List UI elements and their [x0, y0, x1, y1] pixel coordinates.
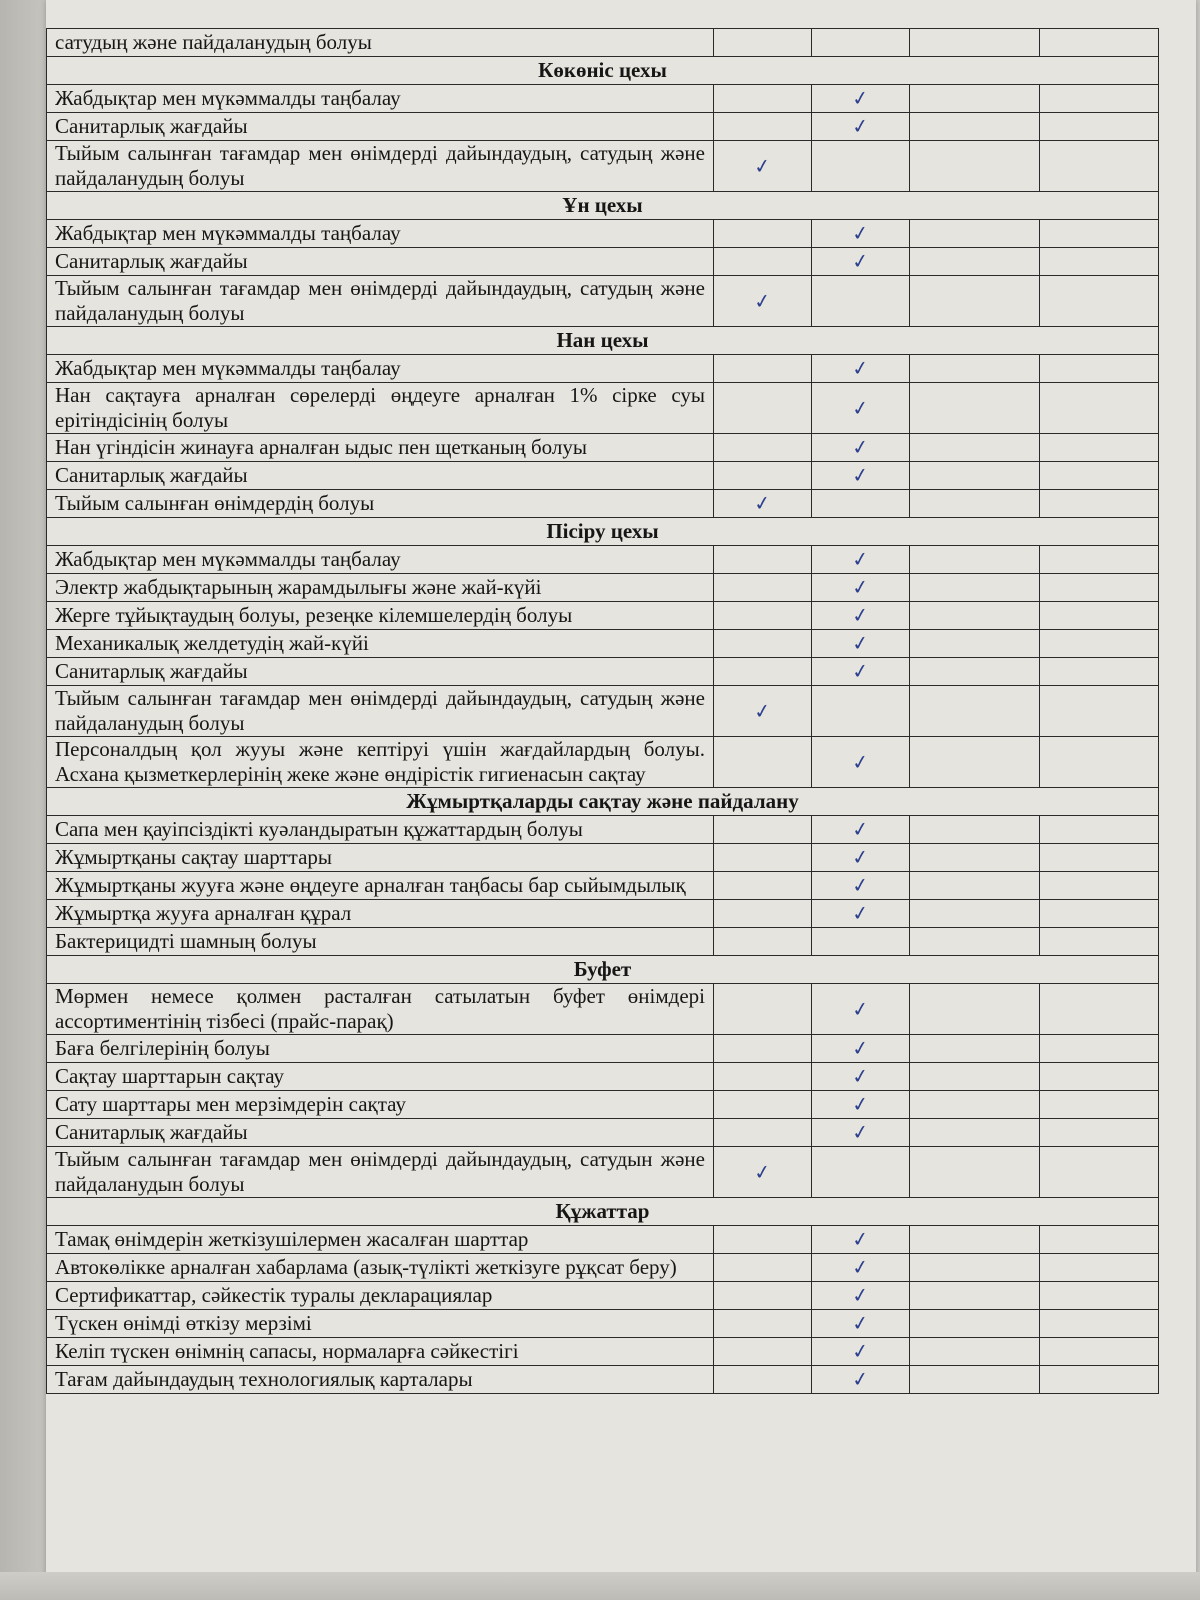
- criterion-label: Сертификаттар, сәйкестік туралы декларациялар: [47, 1282, 714, 1310]
- mark-cell-3: [910, 816, 1040, 844]
- section-header-row: [47, 788, 1159, 816]
- checklist-row: [47, 29, 1159, 57]
- mark-cell-1: [714, 220, 812, 248]
- mark-cell-1: [714, 602, 812, 630]
- mark-cell-2: [812, 85, 910, 113]
- mark-cell-3: [910, 900, 1040, 928]
- section-title: Буфет: [47, 956, 1159, 984]
- mark-cell-3: [910, 276, 1040, 327]
- checkmark-icon: ✓: [850, 1309, 871, 1337]
- mark-cell-1: [714, 1310, 812, 1338]
- checkmark-icon: ✓: [850, 84, 871, 112]
- checklist-row: [47, 816, 1159, 844]
- mark-cell-4: [1040, 546, 1159, 574]
- mark-cell-4: [1040, 383, 1159, 434]
- mark-cell-1: [714, 658, 812, 686]
- mark-cell-2: [812, 574, 910, 602]
- mark-cell-4: [1040, 816, 1159, 844]
- mark-cell-4: [1040, 630, 1159, 658]
- criterion-label: Тамақ өнімдерін жеткізушілермен жасалған шарттар: [47, 1226, 714, 1254]
- section-header-row: [47, 956, 1159, 984]
- mark-cell-4: [1040, 872, 1159, 900]
- mark-cell-2: [812, 602, 910, 630]
- checklist-row: [47, 1338, 1159, 1366]
- checkmark-icon: ✓: [752, 697, 773, 724]
- mark-cell-4: [1040, 1147, 1159, 1198]
- criterion-label: Автокөлікке арналған хабарлама (азық-түлікті жеткізуге рұқсат беру): [47, 1254, 714, 1282]
- mark-cell-1: [714, 1338, 812, 1366]
- criterion-label: Бактерицидті шамның болуы: [47, 928, 714, 956]
- checklist-row: [47, 490, 1159, 518]
- mark-cell-3: [910, 737, 1040, 788]
- checkmark-icon: ✓: [850, 1062, 871, 1090]
- checklist-row: [47, 1091, 1159, 1119]
- mark-cell-2: [812, 1254, 910, 1282]
- checkmark-icon: ✓: [850, 112, 871, 140]
- mark-cell-4: [1040, 844, 1159, 872]
- checkmark-icon: ✓: [850, 394, 871, 421]
- mark-cell-3: [910, 1254, 1040, 1282]
- mark-cell-1: [714, 1147, 812, 1198]
- criterion-label: Тыйым салынған тағамдар мен өнімдерді дайындаудың, сатудын және пайдаланудын болуы: [47, 1147, 714, 1198]
- mark-cell-3: [910, 1338, 1040, 1366]
- checkmark-icon: ✓: [850, 1034, 871, 1062]
- checklist-row: [47, 1063, 1159, 1091]
- checklist-row: [47, 658, 1159, 686]
- criterion-label: Сақтау шарттарын сақтау: [47, 1063, 714, 1091]
- mark-cell-2: [812, 658, 910, 686]
- section-header-row: [47, 1198, 1159, 1226]
- mark-cell-4: [1040, 85, 1159, 113]
- checklist-row: [47, 737, 1159, 788]
- checklist-row: [47, 602, 1159, 630]
- criterion-label: Жабдықтар мен мүкәммалды таңбалау: [47, 355, 714, 383]
- checkmark-icon: ✓: [850, 815, 871, 843]
- mark-cell-4: [1040, 1310, 1159, 1338]
- checkmark-icon: ✓: [850, 1337, 871, 1365]
- criterion-label: Жерге тұйықтаудың болуы, резеңке кілемшелердің болуы: [47, 602, 714, 630]
- checklist-row: [47, 1366, 1159, 1394]
- criterion-label: Персоналдың қол жууы және кептіруі үшін жағдайлардың болуы. Асхана қызметкерлерінің жеке және өндірістік гигиенасын сақтау: [47, 737, 714, 788]
- mark-cell-2: [812, 928, 910, 956]
- mark-cell-3: [910, 383, 1040, 434]
- checklist-row: [47, 984, 1159, 1035]
- checklist-row: [47, 1119, 1159, 1147]
- mark-cell-3: [910, 602, 1040, 630]
- checklist-row: [47, 141, 1159, 192]
- section-title: Нан цехы: [47, 327, 1159, 355]
- checkmark-icon: ✓: [850, 573, 871, 601]
- checklist-row: [47, 574, 1159, 602]
- checklist-row: [47, 928, 1159, 956]
- mark-cell-2: [812, 1119, 910, 1147]
- checkmark-icon: ✓: [752, 489, 773, 517]
- mark-cell-3: [910, 490, 1040, 518]
- checkmark-icon: ✓: [850, 843, 871, 871]
- mark-cell-2: [812, 844, 910, 872]
- section-title: Ұн цехы: [47, 192, 1159, 220]
- mark-cell-3: [910, 248, 1040, 276]
- mark-cell-1: [714, 1254, 812, 1282]
- mark-cell-3: [910, 1035, 1040, 1063]
- criterion-label: Санитарлық жағдайы: [47, 658, 714, 686]
- checkmark-icon: ✓: [850, 1090, 871, 1118]
- mark-cell-3: [910, 872, 1040, 900]
- mark-cell-4: [1040, 220, 1159, 248]
- checkmark-icon: ✓: [850, 1365, 871, 1393]
- criterion-label: Мөрмен немесе қолмен расталған сатылатын буфет өнімдері ассортиментінің тізбесі (прайс-парақ): [47, 984, 714, 1035]
- mark-cell-2: [812, 1147, 910, 1198]
- mark-cell-3: [910, 574, 1040, 602]
- mark-cell-2: [812, 1063, 910, 1091]
- checklist-row: [47, 220, 1159, 248]
- checkmark-icon: ✓: [752, 1158, 773, 1185]
- criterion-label: Жұмыртқаны сақтау шарттары: [47, 844, 714, 872]
- checkmark-icon: ✓: [850, 899, 871, 927]
- checklist-row: [47, 462, 1159, 490]
- mark-cell-3: [910, 1282, 1040, 1310]
- mark-cell-4: [1040, 1035, 1159, 1063]
- mark-cell-2: [812, 383, 910, 434]
- mark-cell-4: [1040, 900, 1159, 928]
- mark-cell-1: [714, 928, 812, 956]
- criterion-label: Тыйым салынған тағамдар мен өнімдерді дайындаудың, сатудың және пайдаланудың болуы: [47, 141, 714, 192]
- mark-cell-2: [812, 900, 910, 928]
- mark-cell-1: [714, 462, 812, 490]
- checklist-row: [47, 546, 1159, 574]
- mark-cell-4: [1040, 276, 1159, 327]
- checklist-row: [47, 276, 1159, 327]
- mark-cell-1: [714, 113, 812, 141]
- mark-cell-1: [714, 1091, 812, 1119]
- checkmark-icon: ✓: [850, 1281, 871, 1309]
- criterion-label: Сапа мен қауіпсіздікті куәландыратын құжаттардың болуы: [47, 816, 714, 844]
- criterion-label: сатудың және пайдаланудың болуы: [47, 29, 714, 57]
- mark-cell-3: [910, 1063, 1040, 1091]
- mark-cell-1: [714, 276, 812, 327]
- mark-cell-1: [714, 1035, 812, 1063]
- mark-cell-1: [714, 1282, 812, 1310]
- checkmark-icon: ✓: [850, 461, 871, 489]
- checklist-row: [47, 1282, 1159, 1310]
- section-header-row: [47, 192, 1159, 220]
- checklist-row: [47, 1035, 1159, 1063]
- section-title: Көкөніс цехы: [47, 57, 1159, 85]
- criterion-label: Жабдықтар мен мүкәммалды таңбалау: [47, 546, 714, 574]
- checklist-row: [47, 113, 1159, 141]
- mark-cell-1: [714, 630, 812, 658]
- checkmark-icon: ✓: [850, 1253, 871, 1281]
- checklist-row: [47, 872, 1159, 900]
- mark-cell-3: [910, 113, 1040, 141]
- mark-cell-2: [812, 248, 910, 276]
- mark-cell-3: [910, 1366, 1040, 1394]
- mark-cell-2: [812, 872, 910, 900]
- mark-cell-2: [812, 220, 910, 248]
- criterion-label: Тыйым салынған тағамдар мен өнімдерді дайындаудың, сатудың және пайдаланудың болуы: [47, 276, 714, 327]
- mark-cell-4: [1040, 462, 1159, 490]
- checkmark-icon: ✓: [850, 601, 871, 629]
- mark-cell-1: [714, 383, 812, 434]
- mark-cell-3: [910, 1091, 1040, 1119]
- mark-cell-3: [910, 630, 1040, 658]
- mark-cell-1: [714, 900, 812, 928]
- mark-cell-3: [910, 1147, 1040, 1198]
- mark-cell-4: [1040, 1063, 1159, 1091]
- mark-cell-2: [812, 276, 910, 327]
- mark-cell-1: [714, 434, 812, 462]
- section-title: Жұмыртқаларды сақтау және пайдалану: [47, 788, 1159, 816]
- criterion-label: Келіп түскен өнімнің сапасы, нормаларға сәйкестігі: [47, 1338, 714, 1366]
- mark-cell-2: [812, 816, 910, 844]
- section-header-row: [47, 327, 1159, 355]
- mark-cell-4: [1040, 1282, 1159, 1310]
- mark-cell-1: [714, 1063, 812, 1091]
- mark-cell-3: [910, 928, 1040, 956]
- inspection-checklist-table: [46, 28, 1159, 1394]
- mark-cell-2: [812, 686, 910, 737]
- mark-cell-1: [714, 1119, 812, 1147]
- mark-cell-4: [1040, 1338, 1159, 1366]
- mark-cell-2: [812, 1091, 910, 1119]
- criterion-label: Жұмыртқа жууға арналған құрал: [47, 900, 714, 928]
- checkmark-icon: ✓: [850, 657, 871, 685]
- criterion-label: Механикалық желдетудің жай-күйі: [47, 630, 714, 658]
- checklist-row: [47, 844, 1159, 872]
- mark-cell-4: [1040, 29, 1159, 57]
- checkmark-icon: ✓: [850, 748, 871, 775]
- mark-cell-1: [714, 686, 812, 737]
- mark-cell-2: [812, 1366, 910, 1394]
- mark-cell-3: [910, 984, 1040, 1035]
- criterion-label: Санитарлық жағдайы: [47, 113, 714, 141]
- criterion-label: Тыйым салынған тағамдар мен өнімдерді дайындаудың, сатудың және пайдаланудың болуы: [47, 686, 714, 737]
- background-bottom-edge: [0, 1572, 1200, 1600]
- checklist-row: [47, 686, 1159, 737]
- mark-cell-3: [910, 546, 1040, 574]
- mark-cell-4: [1040, 113, 1159, 141]
- mark-cell-1: [714, 141, 812, 192]
- criterion-label: Жабдықтар мен мүкәммалды таңбалау: [47, 85, 714, 113]
- checkmark-icon: ✓: [850, 545, 871, 573]
- checklist-row: [47, 1254, 1159, 1282]
- mark-cell-2: [812, 1035, 910, 1063]
- mark-cell-4: [1040, 1119, 1159, 1147]
- mark-cell-1: [714, 737, 812, 788]
- mark-cell-2: [812, 737, 910, 788]
- mark-cell-3: [910, 220, 1040, 248]
- mark-cell-4: [1040, 984, 1159, 1035]
- criterion-label: Түскен өнімді өткізу мерзімі: [47, 1310, 714, 1338]
- checkmark-icon: ✓: [850, 354, 871, 382]
- mark-cell-3: [910, 686, 1040, 737]
- mark-cell-4: [1040, 434, 1159, 462]
- section-header-row: [47, 518, 1159, 546]
- mark-cell-4: [1040, 574, 1159, 602]
- mark-cell-3: [910, 1226, 1040, 1254]
- mark-cell-3: [910, 141, 1040, 192]
- mark-cell-4: [1040, 602, 1159, 630]
- checklist-row: [47, 1147, 1159, 1198]
- mark-cell-3: [910, 658, 1040, 686]
- mark-cell-2: [812, 1226, 910, 1254]
- criterion-label: Санитарлық жағдайы: [47, 462, 714, 490]
- mark-cell-3: [910, 462, 1040, 490]
- checkmark-icon: ✓: [850, 433, 871, 461]
- checkmark-icon: ✓: [850, 995, 871, 1022]
- mark-cell-1: [714, 85, 812, 113]
- mark-cell-2: [812, 355, 910, 383]
- section-title: Құжаттар: [47, 1198, 1159, 1226]
- mark-cell-2: [812, 1338, 910, 1366]
- checklist-row: [47, 355, 1159, 383]
- mark-cell-3: [910, 355, 1040, 383]
- criterion-label: Сату шарттары мен мерзімдерін сақтау: [47, 1091, 714, 1119]
- mark-cell-1: [714, 29, 812, 57]
- mark-cell-3: [910, 85, 1040, 113]
- checklist-row: [47, 900, 1159, 928]
- mark-cell-1: [714, 872, 812, 900]
- mark-cell-4: [1040, 737, 1159, 788]
- mark-cell-4: [1040, 248, 1159, 276]
- mark-cell-1: [714, 574, 812, 602]
- checklist-row: [47, 248, 1159, 276]
- criterion-label: Санитарлық жағдайы: [47, 1119, 714, 1147]
- criterion-label: Санитарлық жағдайы: [47, 248, 714, 276]
- criterion-label: Тағам дайындаудың технологиялық карталары: [47, 1366, 714, 1394]
- section-header-row: [47, 57, 1159, 85]
- mark-cell-2: [812, 984, 910, 1035]
- mark-cell-2: [812, 630, 910, 658]
- mark-cell-3: [910, 29, 1040, 57]
- mark-cell-1: [714, 546, 812, 574]
- criterion-label: Баға белгілерінің болуы: [47, 1035, 714, 1063]
- mark-cell-4: [1040, 1366, 1159, 1394]
- mark-cell-1: [714, 844, 812, 872]
- checklist-row: [47, 383, 1159, 434]
- criterion-label: Тыйым салынған өнімдердің болуы: [47, 490, 714, 518]
- mark-cell-2: [812, 546, 910, 574]
- mark-cell-4: [1040, 141, 1159, 192]
- mark-cell-4: [1040, 686, 1159, 737]
- checkmark-icon: ✓: [850, 219, 871, 247]
- mark-cell-4: [1040, 490, 1159, 518]
- mark-cell-2: [812, 1310, 910, 1338]
- mark-cell-2: [812, 434, 910, 462]
- criterion-label: Жұмыртқаны жууға және өңдеуге арналған таңбасы бар сыйымдылық: [47, 872, 714, 900]
- checkmark-icon: ✓: [752, 287, 773, 314]
- mark-cell-4: [1040, 1091, 1159, 1119]
- mark-cell-3: [910, 844, 1040, 872]
- criterion-label: Нан сақтауға арналған сөрелерді өңдеуге арналған 1% сірке суы ерітіндісінің болуы: [47, 383, 714, 434]
- mark-cell-4: [1040, 1254, 1159, 1282]
- checkmark-icon: ✓: [850, 629, 871, 657]
- mark-cell-1: [714, 984, 812, 1035]
- checkmark-icon: ✓: [850, 871, 871, 899]
- mark-cell-4: [1040, 355, 1159, 383]
- mark-cell-3: [910, 1310, 1040, 1338]
- mark-cell-4: [1040, 928, 1159, 956]
- checklist-row: [47, 1226, 1159, 1254]
- mark-cell-2: [812, 1282, 910, 1310]
- mark-cell-1: [714, 1226, 812, 1254]
- criterion-label: Нан үгіндісін жинауға арналған ыдыс пен щетканың болуы: [47, 434, 714, 462]
- mark-cell-1: [714, 248, 812, 276]
- checklist-row: [47, 1310, 1159, 1338]
- mark-cell-3: [910, 434, 1040, 462]
- criterion-label: Электр жабдықтарының жарамдылығы және жай-күйі: [47, 574, 714, 602]
- mark-cell-2: [812, 490, 910, 518]
- mark-cell-2: [812, 141, 910, 192]
- checklist-row: [47, 630, 1159, 658]
- checkmark-icon: ✓: [850, 1118, 871, 1146]
- criterion-label: Жабдықтар мен мүкәммалды таңбалау: [47, 220, 714, 248]
- mark-cell-4: [1040, 658, 1159, 686]
- section-title: Пісіру цехы: [47, 518, 1159, 546]
- checklist-row: [47, 434, 1159, 462]
- mark-cell-2: [812, 29, 910, 57]
- checkmark-icon: ✓: [850, 1225, 871, 1253]
- mark-cell-3: [910, 1119, 1040, 1147]
- checklist-row: [47, 85, 1159, 113]
- mark-cell-1: [714, 490, 812, 518]
- mark-cell-4: [1040, 1226, 1159, 1254]
- mark-cell-2: [812, 462, 910, 490]
- mark-cell-2: [812, 113, 910, 141]
- mark-cell-1: [714, 355, 812, 383]
- checkmark-icon: ✓: [752, 152, 773, 179]
- mark-cell-1: [714, 816, 812, 844]
- checkmark-icon: ✓: [850, 247, 871, 275]
- mark-cell-1: [714, 1366, 812, 1394]
